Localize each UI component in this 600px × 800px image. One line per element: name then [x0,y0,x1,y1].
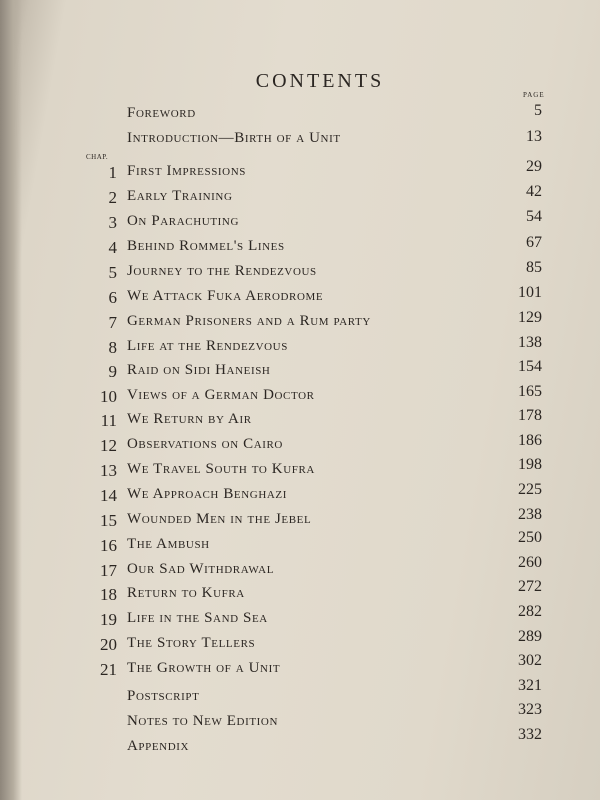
chapter-number: 10 [100,387,117,406]
page-number: 260 [518,554,542,571]
page-number: 289 [518,628,542,645]
toc-entry [0,259,600,285]
toc-entry [0,383,600,409]
chapter-number: 6 [108,288,117,307]
chapter-title: Life in the Sand Sea [127,610,268,626]
chapter-number: 1 [108,163,117,182]
toc-entry [0,183,600,210]
chapter-title: Wounded Men in the Jebel [127,511,312,527]
toc-entry [0,234,600,260]
chapter-number: 14 [100,486,117,505]
chapter-number: 18 [100,585,117,604]
page-number: 178 [518,407,542,424]
chapter-title: Foreword [127,105,196,121]
chapter-title: We Travel South to Kufra [127,461,315,477]
page-number: 272 [518,578,542,595]
chapter-title: The Growth of a Unit [127,660,281,676]
chapter-title: Appendix [127,738,190,754]
toc-entry [0,578,600,607]
page-number: 101 [518,284,542,301]
toc-entry [0,456,600,483]
toc-entry [0,407,600,433]
toc-entry [0,701,600,735]
toc-entry [0,677,600,710]
toc-entry [0,652,600,682]
chapter-title: First Impressions [127,163,246,179]
chapter-number: 9 [108,362,117,381]
page-number: 302 [518,652,542,669]
toc-entry [0,603,600,632]
contents-heading: CONTENTS [255,70,385,92]
chapter-number: 7 [108,313,117,332]
page-number: 321 [518,677,542,694]
page-number: 225 [518,481,542,498]
chapter-title: Life at the Rendezvous [127,338,288,354]
chapter-number: 12 [100,436,117,455]
chapter-title: We Return by Air [127,411,252,427]
page-number: 165 [518,383,542,400]
chapter-title: The Ambush [127,536,210,552]
chapter-title: Our Sad Withdrawal [127,561,275,577]
chapter-title: We Approach Benghazi [127,486,288,502]
chapter-number: 17 [100,561,117,580]
chapter-number: 5 [108,263,117,282]
page-number: 186 [518,432,542,449]
page-column-label: PAGE [523,91,545,99]
toc-entry [0,334,600,360]
page-number: 138 [518,334,542,351]
chapter-number: 19 [100,610,117,629]
chapter-title: German Prisoners and a Rum party [127,313,371,329]
chapter-title: Observations on Cairo [127,436,283,452]
page-number: 13 [526,128,542,145]
chapter-title: We Attack Fuka Aerodrome [127,288,324,304]
chapter-title: Journey to the Rendezvous [127,263,317,279]
chapter-title: Early Training [127,188,233,204]
toc-entry [0,628,600,657]
page-number: 54 [526,208,542,225]
page-number: 198 [518,456,542,473]
page-number: 129 [518,309,542,326]
chapter-title: The Story Tellers [127,635,256,651]
toc-entry [0,102,600,127]
chapter-title: Notes to New Edition [127,713,279,729]
chapter-number: 15 [100,511,117,530]
chapter-number: 20 [100,635,117,654]
chapter-number: 16 [100,536,117,555]
toc-entry [0,529,600,558]
page-number: 67 [526,234,542,251]
toc-entry [0,432,600,458]
chapter-title: Behind Rommel's Lines [127,238,285,254]
toc-entry [0,208,600,235]
toc-entry [0,481,600,508]
page-number: 5 [534,102,542,119]
chapter-title: Return to Kufra [127,585,245,601]
chapter-title: Introduction—Birth of a Unit [127,130,341,146]
page-number: 85 [526,259,542,276]
chapter-number: 3 [108,213,117,232]
chapter-column-label: CHAP. [86,153,109,161]
toc-entry [0,309,600,335]
chapter-number: 4 [108,238,117,257]
chapter-number: 13 [100,461,117,480]
page-number: 238 [518,506,542,523]
page-number: 29 [526,158,542,175]
toc-entry [0,726,600,760]
page-number: 250 [518,529,542,546]
page-number: 42 [526,183,542,200]
toc-entry [0,554,600,583]
page-number: 282 [518,603,542,620]
chapter-number: 2 [108,188,117,207]
toc-entry [0,158,600,185]
chapter-number: 8 [108,338,117,357]
chapter-title: Postscript [127,688,200,704]
toc-entry [0,130,600,152]
chapter-title: Views of a German Doctor [127,387,315,403]
toc-entry [0,358,600,384]
toc-entry [0,284,600,310]
page-number: 154 [518,358,542,375]
toc-entry [0,506,600,533]
chapter-number: 21 [100,660,117,679]
chapter-title: Raid on Sidi Haneish [127,362,271,378]
chapter-number: 11 [100,411,117,430]
page-number: 332 [518,726,542,743]
chapter-title: On Parachuting [127,213,239,229]
page-number: 323 [518,701,542,718]
